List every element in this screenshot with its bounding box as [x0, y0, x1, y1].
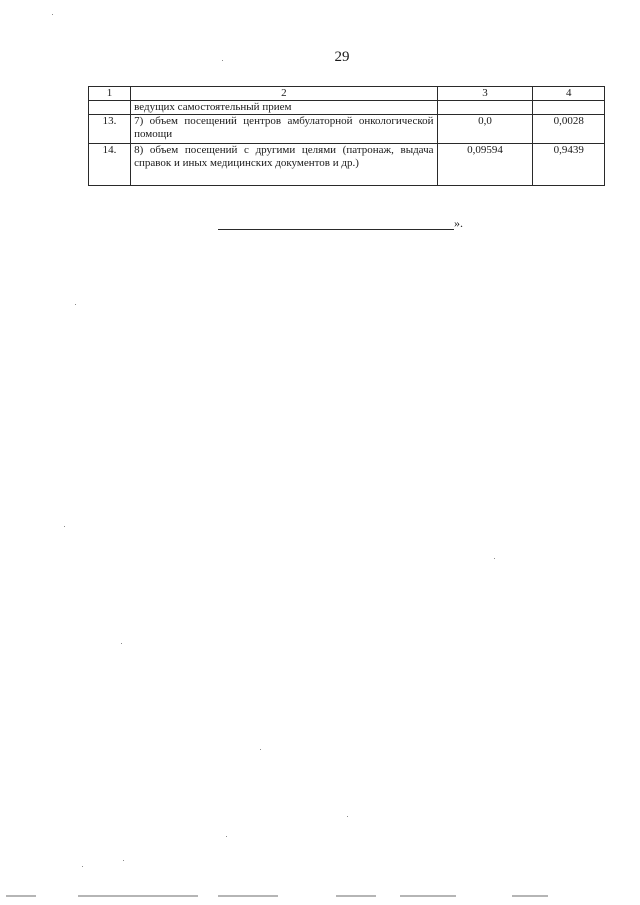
row-value-cell-4	[533, 101, 605, 115]
row-text-cell: 7) объем посещений центров амбулаторной онкологической помощи	[131, 115, 437, 144]
scan-edge-mark	[218, 895, 278, 897]
row-value-cell-3: 0,09594	[437, 144, 533, 186]
scan-speck	[123, 860, 124, 861]
table-row	[89, 115, 605, 144]
scan-speck	[64, 526, 65, 527]
scan-speck	[347, 816, 348, 817]
scan-speck	[75, 304, 76, 305]
scan-edge-mark	[336, 895, 376, 897]
scan-speck	[260, 749, 261, 750]
scan-edge-mark	[6, 895, 36, 897]
indicator-table	[88, 86, 605, 186]
column-header-1: 1	[89, 87, 131, 101]
column-header-2: 2	[131, 87, 437, 101]
closing-quote-mark: ».	[454, 216, 463, 230]
page-number: 29	[334, 49, 350, 65]
scan-edge-mark	[78, 895, 198, 897]
scan-speck	[121, 643, 122, 644]
scan-speck	[226, 836, 227, 837]
scan-edge-mark	[512, 895, 548, 897]
scan-speck	[82, 866, 83, 867]
table-header-row	[89, 87, 605, 101]
row-number-cell	[89, 101, 131, 115]
scan-speck	[494, 558, 495, 559]
row-value-cell-3: 0,0	[437, 115, 533, 144]
scan-speck	[52, 14, 53, 15]
row-value-cell-3	[437, 101, 533, 115]
row-text-cell: ведущих самостоятельный прием	[131, 101, 437, 115]
row-value-cell-4: 0,0028	[533, 115, 605, 144]
column-header-3: 3	[437, 87, 533, 101]
table-row-continuation	[89, 101, 605, 115]
scan-speck	[222, 60, 223, 61]
row-number-cell: 13.	[89, 115, 131, 144]
column-header-4: 4	[533, 87, 605, 101]
scan-edge-mark	[400, 895, 456, 897]
row-value-cell-4: 0,9439	[533, 144, 605, 186]
row-text-cell: 8) объем посещений с другими целями (патронаж, выдача справок и иных медицинских документов и др.)	[131, 144, 437, 186]
table-row	[89, 144, 605, 186]
signature-rule	[218, 217, 454, 230]
row-number-cell: 14.	[89, 144, 131, 186]
closing-line	[218, 216, 463, 230]
